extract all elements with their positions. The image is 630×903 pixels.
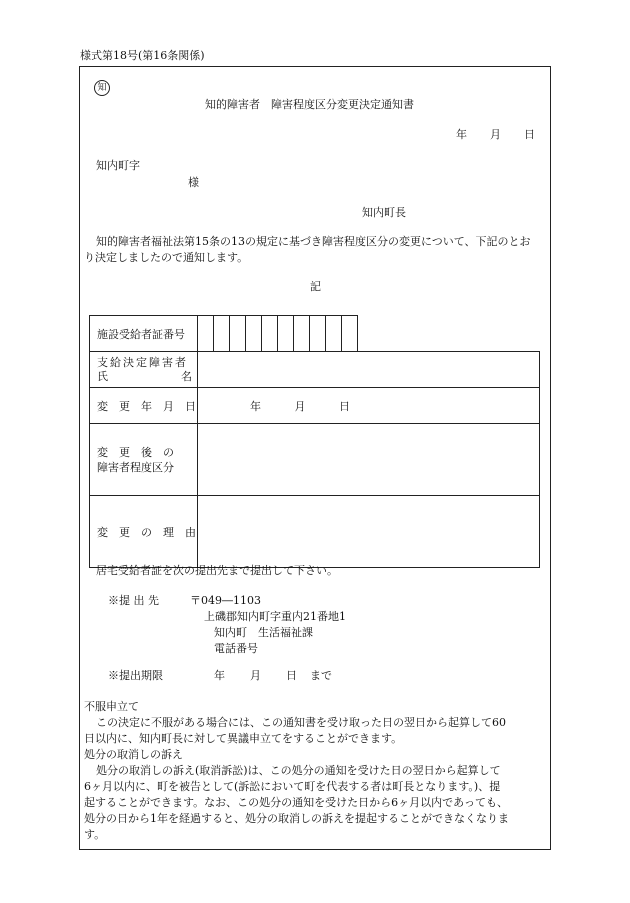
lawsuit-line-1: 処分の取消しの訴え(取消訴訟)は、この処分の通知を受けた日の翌日から起算して: [96, 764, 501, 777]
date-year: 年: [456, 128, 467, 141]
recipient-name-label-a: 支給決定障害者: [97, 355, 188, 369]
submission-office: 知内町 生活福祉課: [214, 626, 313, 639]
document-title: 知的障害者 障害程度区分変更決定通知書: [205, 98, 414, 111]
change-date-label: 変 更 年 月 日: [97, 399, 196, 413]
digit-box[interactable]: [246, 316, 262, 352]
deadline-day: 日: [286, 669, 297, 682]
certificate-number-label-cell: [90, 316, 198, 352]
postal-code: 〒049―1103: [190, 594, 261, 607]
objection-line-1: この決定に不服がある場合には、この通知書を受け取った日の翌日から起算して60: [96, 716, 506, 729]
certificate-number-label: 施設受給者証番号: [97, 327, 185, 341]
digit-box[interactable]: [262, 316, 278, 352]
recipient-name-value[interactable]: [198, 352, 540, 388]
change-reason-label-cell: [90, 496, 198, 568]
objection-line-2: 日以内に、知内町長に対して異議申立てをすることができます。: [84, 732, 403, 745]
change-date-year: 年: [250, 399, 261, 413]
digit-box[interactable]: [294, 316, 310, 352]
lawsuit-heading: 処分の取消しの訴え: [84, 748, 183, 761]
new-level-label-cell: [90, 424, 198, 496]
ki-heading: 記: [310, 280, 321, 293]
form-number: 様式第18号(第16条関係): [80, 49, 205, 62]
recipient-name-label-cell: [90, 352, 198, 388]
digit-box[interactable]: [198, 316, 214, 352]
issuer: 知内町長: [362, 206, 406, 219]
change-date-label-cell: [90, 388, 198, 424]
deadline-year: 年: [214, 669, 225, 682]
change-date-day: 日: [339, 399, 350, 413]
lawsuit-line-5: す。: [84, 828, 106, 841]
digit-box[interactable]: [278, 316, 294, 352]
deadline-month: 月: [250, 669, 261, 682]
change-date-month: 月: [294, 399, 306, 413]
date-month: 月: [490, 128, 501, 141]
digit-box[interactable]: [214, 316, 230, 352]
name-label-given: 名: [181, 369, 192, 383]
submit-note: 居宅受給者証を次の提出先まで提出して下さい。: [96, 564, 338, 577]
deadline-until: まで: [310, 669, 332, 682]
recipient-honorific: 様: [188, 176, 199, 189]
deadline-label: ※提出期限: [108, 669, 163, 682]
name-label-family: 氏: [97, 369, 108, 383]
date-day: 日: [524, 128, 535, 141]
objection-heading: 不服申立て: [84, 700, 139, 713]
recipient-address: 知内町字: [96, 159, 140, 172]
digit-box[interactable]: [310, 316, 326, 352]
stamp-mark: 知: [94, 80, 110, 96]
lawsuit-line-2: 6ヶ月以内に、町を被告として(訴訟において町を代表する者は町長となります。)、提: [84, 780, 501, 793]
submission-address: 上磯郡知内町字重内21番地1: [204, 610, 346, 623]
digit-box[interactable]: [230, 316, 246, 352]
change-date-value[interactable]: [198, 388, 540, 424]
change-reason-value[interactable]: [198, 496, 540, 568]
certificate-number-table: [89, 315, 358, 352]
lawsuit-line-3: 起することができます。なお、この処分の通知を受けた日から6ヶ月以内であっても、: [84, 796, 509, 809]
body-line-2: り決定しましたので通知します。: [84, 251, 249, 264]
submission-label: ※提 出 先: [108, 594, 159, 607]
change-reason-label: 変 更 の 理 由: [97, 525, 196, 539]
new-level-value[interactable]: [198, 424, 540, 496]
digit-box[interactable]: [342, 316, 358, 352]
new-level-label-a: 変 更 後 の: [97, 445, 174, 459]
lawsuit-line-4: 処分の日から1年を経過すると、処分の取消しの訴えを提起することができなくなりま: [84, 812, 509, 825]
new-level-label-b: 障害者程度区分: [97, 460, 174, 474]
body-line-1: 知的障害者福祉法第15条の13の規定に基づき障害程度区分の変更について、下記のとお: [96, 235, 531, 248]
recipient-name-label-b: [97, 370, 192, 384]
digit-box[interactable]: [326, 316, 342, 352]
details-table: [89, 351, 540, 568]
submission-phone: 電話番号: [214, 642, 258, 655]
